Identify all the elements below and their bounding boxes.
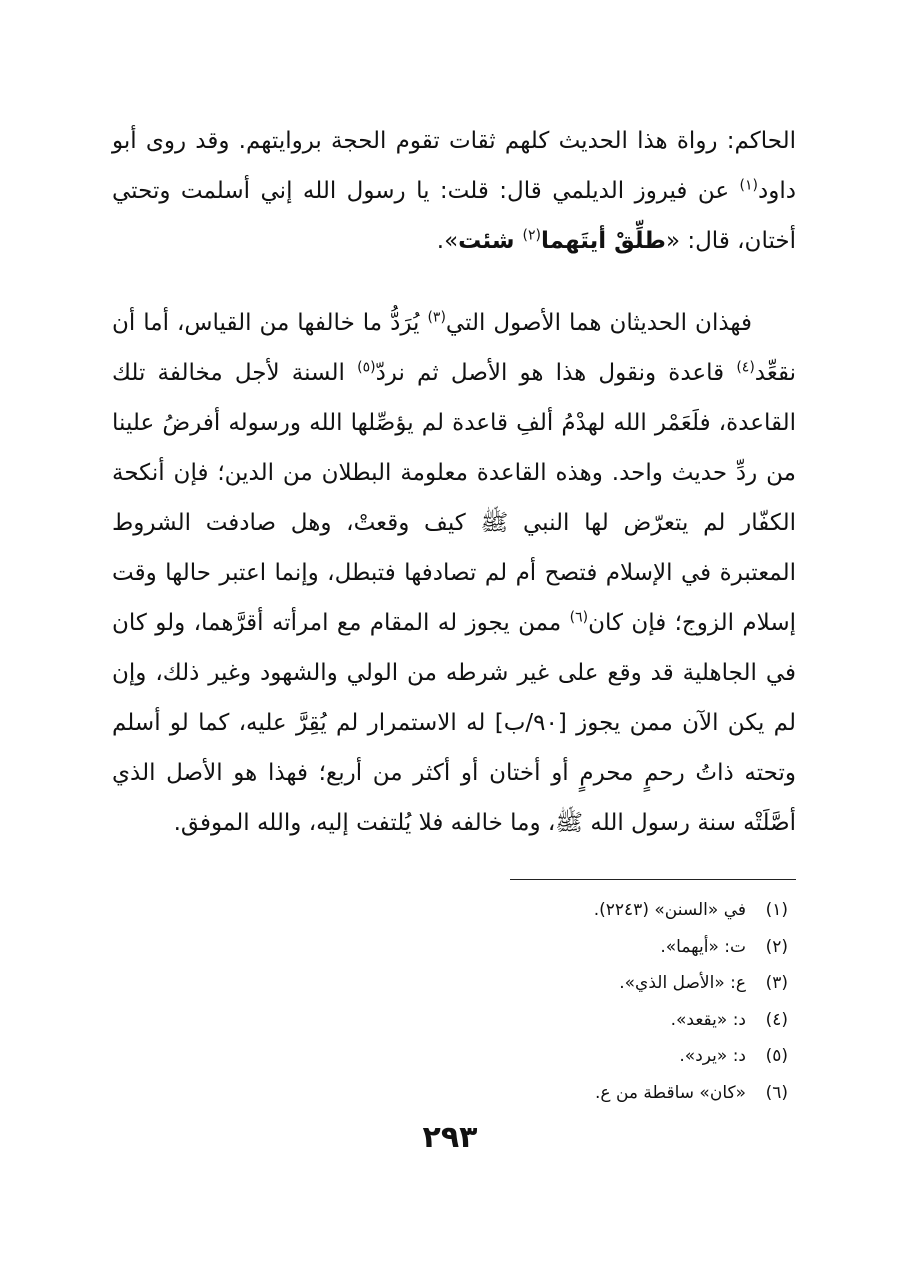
footnote-ref-1: (١)	[739, 177, 759, 194]
footnote-6: (٦)«كان» ساقطة من ع.	[595, 1082, 788, 1103]
footnote-ref-6: (٦)	[569, 609, 589, 626]
footnote-ref-3: (٣)	[427, 309, 446, 326]
page-number: ٢٩٣	[422, 1120, 478, 1155]
paragraph-1: الحاكم: رواة هذا الحديث كلهم ثقات تقوم الحجة بروايتهم. وقد روى أبو داود$^{(١)}$ عن فيروز الديلمي قال: قلت: يا رسول الله إني أسلمت وتحتي أختان، قال: «طلِّقْ أيتَهما$^{(٢)}$ شئت».	[112, 128, 796, 254]
footnote-separator	[510, 879, 796, 880]
paragraph-2: فهذان الحديثان هما الأصول التي$^{(٣)}$ يُرَدُّ ما خالفها من القياس، أما أن نقعِّد$^{(٤)}$ قاعدة ونقول هذا هو الأصل ثم نردّ$^{(٥)}$ السنة لأجل مخالفة تلك القاعدة، فلَعَمْر الله لهدْمُ ألفِ قاعدة لم يؤصِّلها الله ورسوله أفرضُ علينا من ردِّ حديث واحد. وهذه القاعدة معلومة البطلان من الدين؛ فإن أنكحة الكفّار لم يتعرّض لها النبي ﷺ كيف وقعتْ، وهل صادفت الشروط المعتبرة في الإسلام فتصح أم لم تصادفها فتبطل، وإنما اعتبر حالها وقت إسلام الزوج؛ فإن كان$^{(٦)}$ ممن يجوز له المقام مع امرأته أقرَّهما، ولو كان في الجاهلية قد وقع على غير شرطه من الولي والشهود وغير ذلك، وإن لم يكن الآن ممن يجوز [٩٠/ب] له الاستمرار لم يُقِرَّ عليه، كما لو أسلم وتحته ذاتُ رحمٍ محرمٍ أو أختان أو أكثر من أربع؛ فهذا هو الأصل الذي أصَّلَتْه سنة رسول الله ﷺ، وما خالفه فلا يُلتفت إليه، والله الموفق.	[112, 309, 796, 836]
footnote-2: (٢)ت: «أيهما».	[660, 936, 788, 957]
footnote-1: (١)في «السنن» (٢٢٤٣).	[593, 900, 788, 920]
footnotes-list	[388, 892, 788, 1111]
footnote-ref-4: (٤)	[736, 359, 755, 376]
footnote-ref-5: (٥)	[357, 359, 376, 376]
footnote-ref-2: (٢)	[522, 227, 542, 244]
footnote-5: (٥)د: «يرد».	[679, 1046, 788, 1066]
hadith-quote: طلِّقْ أيتَهما	[541, 228, 666, 254]
footnote-3: (٣)ع: «الأصل الذي».	[619, 973, 788, 993]
footnote-4: (٤)د: «يقعد».	[670, 1009, 788, 1030]
main-text	[112, 116, 796, 848]
